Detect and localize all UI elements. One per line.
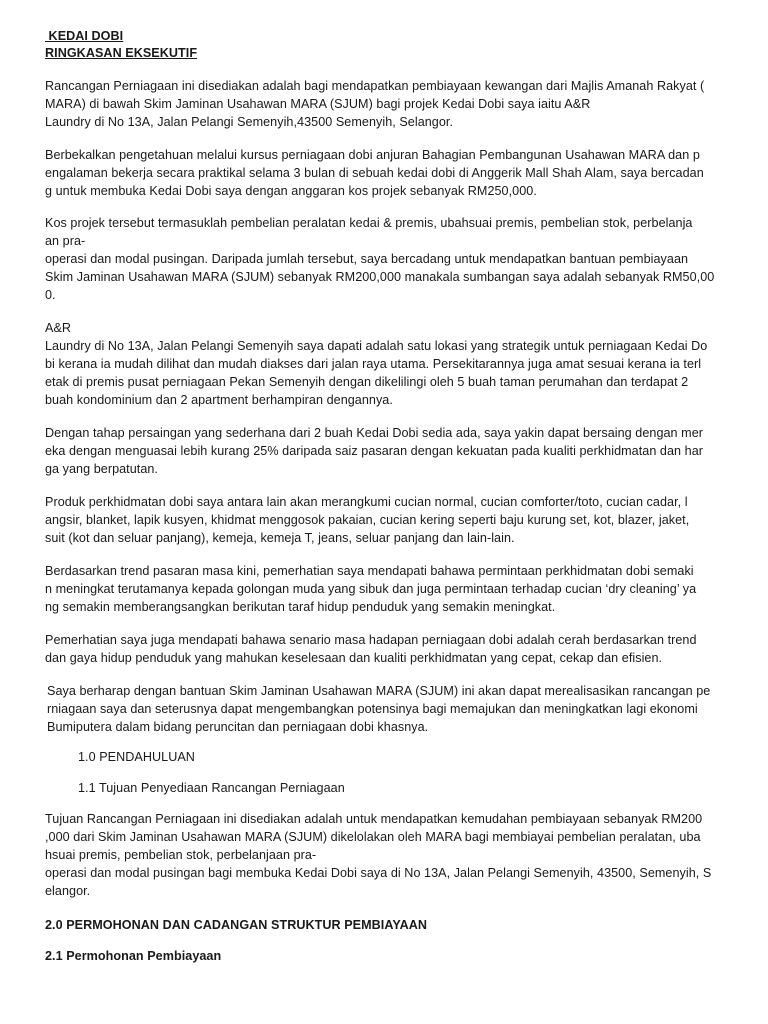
paragraph-line: Dengan tahap persaingan yang sederhana dari 2 buah Kedai Dobi sedia ada, saya yakin dapat bersaing dengan mer: [45, 426, 703, 440]
paragraph-line: n meningkat terutamanya kepada golongan muda yang sibuk dan juga permintaan terhadap cucian ‘dry cleaning’ ya: [45, 582, 697, 596]
document-title: KEDAI DOBI: [45, 29, 124, 43]
paragraph-line: Rancangan Perniagaan ini disediakan adalah bagi mendapatkan pembiayaan kewangan dari Majlis Amanah Rakyat (: [45, 79, 705, 93]
paragraph-line: suit (kot dan seluar panjang), kemeja, kemeja T, jeans, seluar panjang dan lain-lain.: [45, 531, 515, 545]
paragraph-line: hsuai premis, pembelian stok, perbelanjaan pra-: [45, 848, 317, 862]
paragraph-line: angsir, blanket, lapik kusyen, khidmat menggosok pakaian, cucian kering seperti baju kurung set, kot, blazer, jaket,: [45, 513, 690, 527]
paragraph-line: operasi dan modal pusingan bagi membuka Kedai Dobi saya di No 13A, Jalan Pelangi Semenyih, 43500, Semenyih, S: [45, 866, 712, 880]
paragraph-line: bi kerana ia mudah dilihat dan mudah diakses dari jalan raya utama. Persekitarannya juga amat sesuai kerana ia terl: [45, 357, 702, 371]
paragraph-line: A&R: [45, 321, 72, 335]
paragraph-line: eka dengan menguasai lebih kurang 25% daripada saiz pasaran dengan kekuatan pada kualiti perkhidmatan dan har: [45, 444, 703, 458]
document-subtitle: RINGKASAN EKSEKUTIF: [45, 46, 198, 60]
paragraph-line: ng semakin memberangsangkan berikutan taraf hidup penduduk yang semakin meningkat.: [45, 600, 556, 614]
paragraph-line: MARA) di bawah Skim Jaminan Usahawan MARA (SJUM) bagi projek Kedai Dobi saya iaitu A&R: [45, 97, 591, 111]
paragraph-line: Laundry di No 13A, Jalan Pelangi Semenyih saya dapati adalah satu lokasi yang strategik untuk perniagaan Kedai Do: [45, 339, 708, 353]
paragraph-line: elangor.: [45, 884, 91, 898]
paragraph-line: Laundry di No 13A, Jalan Pelangi Semenyih,43500 Semenyih, Selangor.: [45, 115, 454, 129]
section-heading: 2.0 PERMOHONAN DAN CADANGAN STRUKTUR PEMBIAYAAN: [45, 918, 428, 932]
paragraph-line: Berdasarkan trend pasaran masa kini, pemerhatian saya mendapati bahawa permintaan perkhidmatan dobi semaki: [45, 564, 694, 578]
paragraph-line: ga yang berpatutan.: [45, 462, 158, 476]
subsection-heading: 1.1 Tujuan Penyediaan Rancangan Perniagaan: [78, 781, 345, 795]
paragraph-line: Kos projek tersebut termasuklah pembelian peralatan kedai & premis, ubahsuai premis, pembelian stok, perbelanja: [45, 216, 693, 230]
paragraph-line: Skim Jaminan Usahawan MARA (SJUM) sebanyak RM200,000 manakala sumbangan saya adalah sebanyak RM50,00: [45, 270, 715, 284]
paragraph-line: Bumiputera dalam bidang peruncitan dan perniagaan dobi khasnya.: [47, 720, 429, 734]
paragraph-line: Berbekalkan pengetahuan melalui kursus perniagaan dobi anjuran Bahagian Pembangunan Usahawan MARA dan p: [45, 148, 700, 162]
paragraph-line: rniagaan saya dan seterusnya dapat mengembangkan potensinya bagi memajukan dan meningkatkan lagi ekonomi: [47, 702, 698, 716]
paragraph-line: Produk perkhidmatan dobi saya antara lain akan merangkumi cucian normal, cucian comforter/toto, cucian cadar, l: [45, 495, 688, 509]
paragraph-line: Saya berharap dengan bantuan Skim Jaminan Usahawan MARA (SJUM) ini akan dapat merealisasikan rancangan pe: [47, 684, 711, 698]
paragraph-line: ,000 dari Skim Jaminan Usahawan MARA (SJUM) dikelolakan oleh MARA bagi membiayai pembelian peralatan, uba: [45, 830, 701, 844]
subsection-heading: 2.1 Permohonan Pembiayaan: [45, 949, 222, 963]
paragraph-line: g untuk membuka Kedai Dobi saya dengan anggaran kos projek sebanyak RM250,000.: [45, 184, 537, 198]
paragraph-line: Tujuan Rancangan Perniagaan ini disediakan adalah untuk mendapatkan kemudahan pembiayaan sebanyak RM200: [45, 812, 703, 826]
paragraph-line: etak di premis pusat perniagaan Pekan Semenyih dengan dikelilingi oleh 5 buah taman perumahan dan terdapat 2: [45, 375, 689, 389]
paragraph-line: dan gaya hidup penduduk yang mahukan keselesaan dan kualiti perkhidmatan yang cepat, cekap dan efisien.: [45, 651, 663, 665]
paragraph-line: an pra-: [45, 234, 86, 248]
section-heading: 1.0 PENDAHULUAN: [78, 750, 195, 764]
paragraph-line: buah kondominium dan 2 apartment berhampiran dengannya.: [45, 393, 393, 407]
paragraph-line: engalaman bekerja secara praktikal selama 3 bulan di sebuah kedai dobi di Anggerik Mall Shah Alam, saya bercadan: [45, 166, 704, 180]
paragraph-line: operasi dan modal pusingan. Daripada jumlah tersebut, saya bercadang untuk mendapatkan bantuan pembiayaan: [45, 252, 689, 266]
paragraph-line: Pemerhatian saya juga mendapati bahawa senario masa hadapan perniagaan dobi adalah cerah berdasarkan trend: [45, 633, 697, 647]
paragraph-line: 0.: [45, 288, 56, 302]
